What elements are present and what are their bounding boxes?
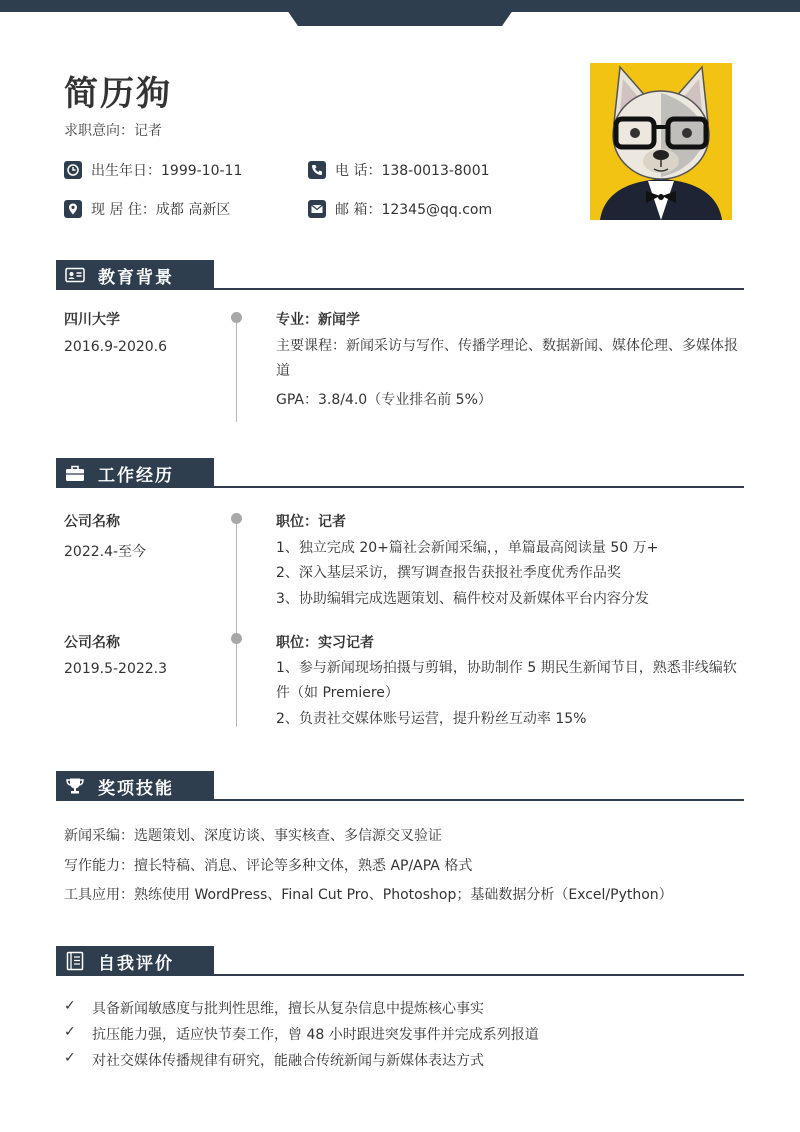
address-text: 现 居 住：成都 高新区 (91, 202, 231, 218)
job-1-company: 公司名称 (64, 514, 120, 530)
address-row (64, 199, 230, 219)
skill-item-3: 工具应用：熟练使用 WordPress、Final Cut Pro、Photoshop；基础数据分析（Excel/Python） (64, 887, 673, 903)
top-bar-tab (280, 0, 520, 26)
resume-name: 简历狗 (64, 74, 172, 114)
phone-row (308, 160, 490, 180)
skills-section-header (56, 771, 744, 801)
self-item-3-text: 对社交媒体传播规律有研究，能融合传统新闻与新媒体表达方式 (92, 1053, 484, 1069)
school-name: 四川大学 (64, 312, 120, 328)
skills-title-bar (56, 771, 214, 801)
self-item-1 (64, 998, 484, 1018)
self-title: 自我评价 (98, 953, 174, 974)
job-2-item-2: 2、负责社交媒体账号运营，提升粉丝互动率 15% (276, 711, 587, 727)
briefcase-icon (64, 462, 86, 484)
skill-item-2: 写作能力：擅长特稿、消息、评论等多种文体，熟悉 AP/APA 格式 (64, 858, 473, 874)
email-text: 邮 箱：12345@qq.com (335, 202, 493, 218)
self-item-2 (64, 1024, 539, 1044)
job-2-period: 2019.5-2022.3 (64, 661, 168, 677)
work-title: 工作经历 (98, 465, 174, 486)
work-title-bar (56, 458, 214, 488)
id-card-icon (64, 264, 86, 286)
trophy-icon (64, 775, 86, 797)
phone-icon (308, 161, 326, 179)
work-section-header (56, 458, 744, 488)
major: 专业：新闻学 (276, 312, 360, 328)
work-timeline (236, 513, 237, 727)
education-section-header (56, 260, 744, 290)
check-icon: ✓ (64, 1024, 76, 1040)
job-1-position: 职位：记者 (276, 514, 346, 530)
clock-icon (64, 161, 82, 179)
birth-row (64, 160, 242, 180)
job-intent: 求职意向：记者 (64, 123, 162, 139)
job-2-timeline-dot (231, 633, 242, 644)
phone-text: 电 话：138-0013-8001 (335, 163, 490, 179)
job-2-company: 公司名称 (64, 635, 120, 651)
email-row (308, 199, 492, 219)
skills-divider (214, 799, 744, 801)
education-title-bar (56, 260, 214, 290)
self-item-3 (64, 1050, 484, 1070)
job-2-item-1: 1、参与新闻现场拍摄与剪辑，协助制作 5 期民生新闻节目，熟悉非线编软件（如 Premiere） (276, 660, 737, 701)
education-title: 教育背景 (98, 267, 174, 288)
mail-icon (308, 200, 326, 218)
self-section-header (56, 946, 744, 976)
education-divider (214, 288, 744, 290)
education-timeline (236, 312, 237, 422)
check-icon: ✓ (64, 1050, 76, 1066)
job-1-period: 2022.4-至今 (64, 544, 147, 560)
job-1-item-3: 3、协助编辑完成选题策划、稿件校对及新媒体平台内容分发 (276, 591, 649, 607)
self-divider (214, 974, 744, 976)
job-1-item-1: 1、独立完成 20+篇社会新闻采编，，单篇最高阅读量 50 万+ (276, 540, 659, 556)
self-item-2-text: 抗压能力强，适应快节奏工作，曾 48 小时跟进突发事件并完成系列报道 (92, 1027, 539, 1043)
school-period: 2016.9-2020.6 (64, 339, 168, 355)
self-item-1-text: 具备新闻敏感度与批判性思维，擅长从复杂信息中提炼核心事实 (92, 1001, 484, 1017)
check-icon: ✓ (64, 998, 76, 1014)
job-1-item-2: 2、深入基层采访，撰写调查报告获报社季度优秀作品奖 (276, 565, 621, 581)
self-title-bar (56, 946, 214, 976)
location-icon (64, 200, 82, 218)
courses: 主要课程：新闻采访与写作、传播学理论、数据新闻、媒体伦理、多媒体报道 (276, 338, 738, 379)
profile-book-icon (64, 950, 86, 972)
education-timeline-dot (231, 312, 242, 323)
job-2-position: 职位：实习记者 (276, 635, 374, 651)
skills-title: 奖项技能 (98, 778, 174, 799)
job-1-timeline-dot (231, 513, 242, 524)
profile-photo (590, 63, 732, 220)
skill-item-1: 新闻采编：选题策划、深度访谈、事实核查、多信源交叉验证 (64, 828, 442, 844)
gpa: GPA：3.8/4.0（专业排名前 5%） (276, 392, 492, 408)
birth-text: 出生年日：1999-10-11 (91, 163, 243, 179)
work-divider (214, 486, 744, 488)
